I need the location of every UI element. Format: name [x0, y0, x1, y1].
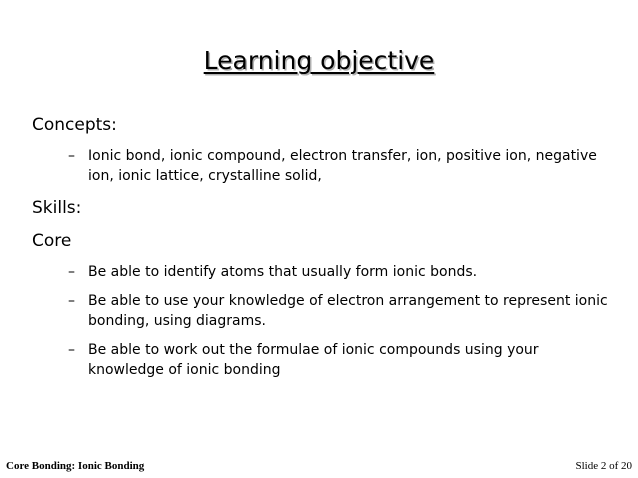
bullet-dash: – — [68, 293, 75, 309]
concepts-text: Ionic bond, ionic compound, electron transfer, ion, positive ion, negative ion, ionic lattice, crystalline solid, — [88, 148, 597, 184]
core-bullet-2 — [68, 291, 608, 331]
core-bullet-text: Be able to identify atoms that usually form ionic bonds. — [88, 264, 478, 280]
bullet-dash: – — [68, 264, 75, 280]
footer-course-title: Core Bonding: Ionic Bonding — [6, 460, 145, 472]
bullet-dash: – — [68, 148, 75, 164]
core-bullet-text: Be able to use your knowledge of electron arrangement to represent ionic bonding, using diagrams. — [88, 293, 608, 329]
concepts-bullet — [68, 146, 608, 186]
slide-title: Learning objective — [203, 46, 435, 75]
core-bullet-text: Be able to work out the formulae of ionic compounds using your knowledge of ionic bonding — [88, 342, 539, 378]
core-heading: Core — [32, 231, 72, 251]
skills-heading: Skills: — [32, 198, 82, 218]
core-bullet-1 — [68, 262, 608, 282]
footer-slide-number: Slide 2 of 20 — [575, 460, 632, 472]
bullet-dash: – — [68, 342, 75, 358]
core-bullet-3 — [68, 340, 608, 380]
concepts-heading: Concepts: — [32, 115, 117, 135]
